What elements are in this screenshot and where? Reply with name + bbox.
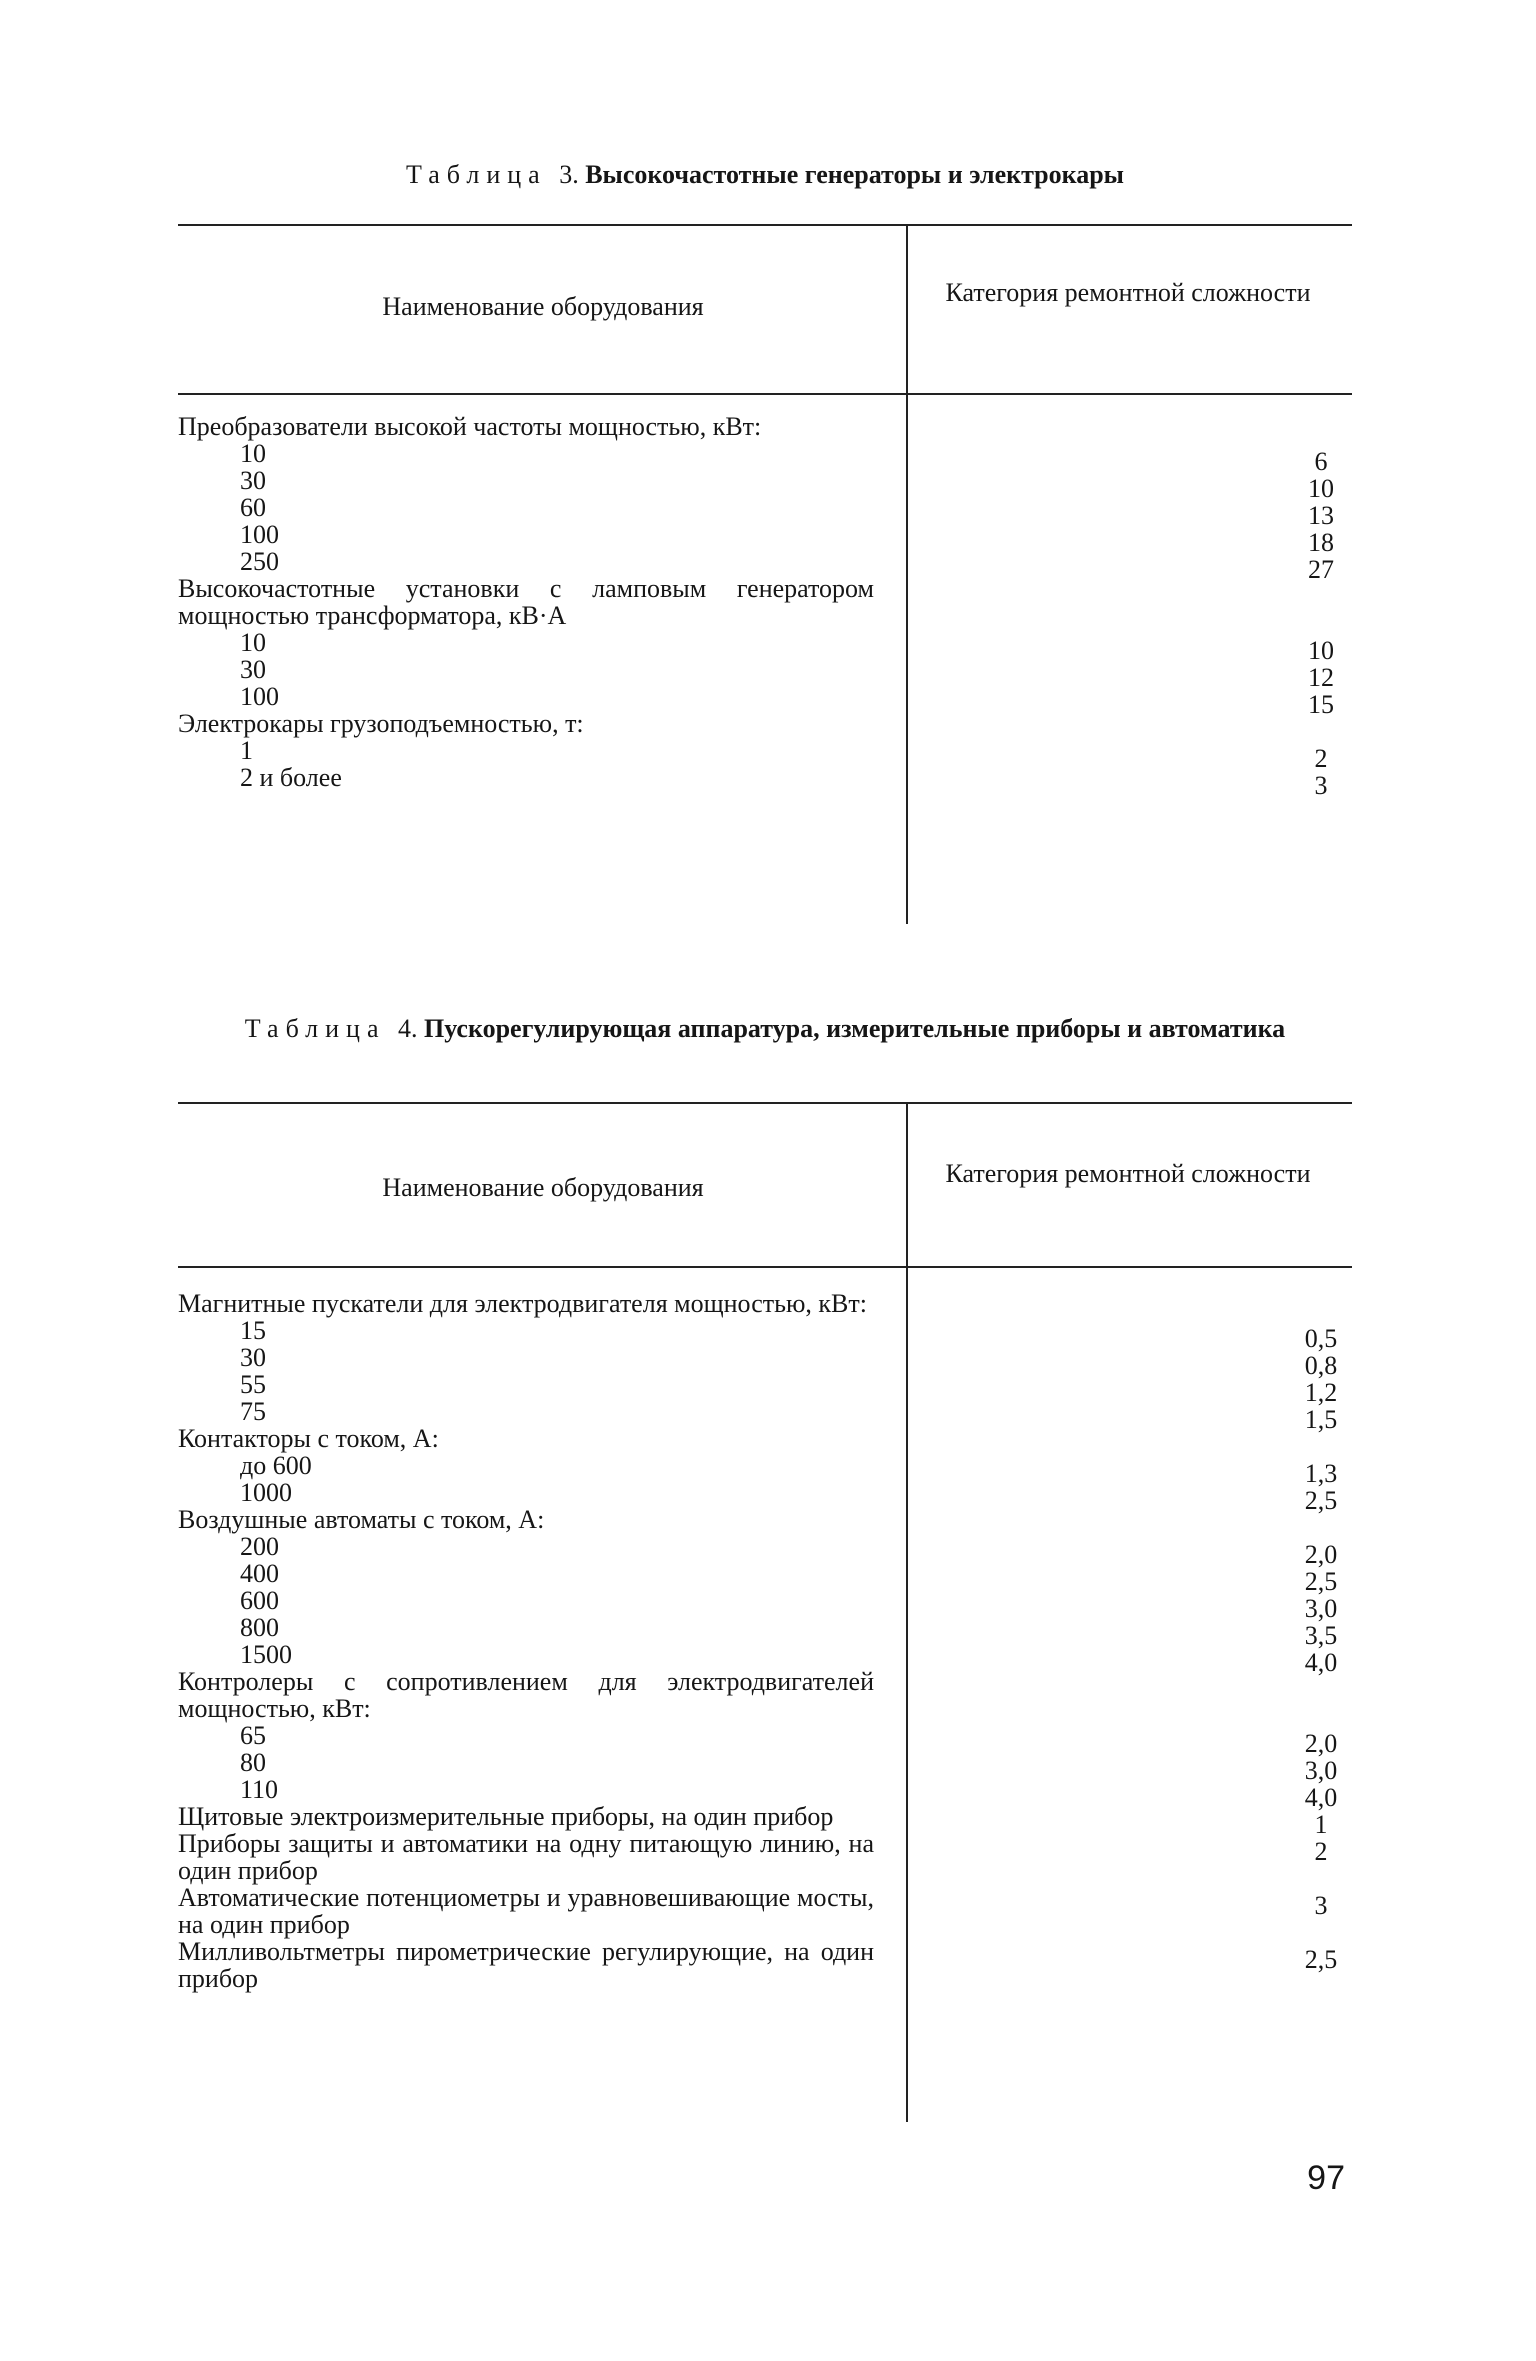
table3-number: 3. [559,160,579,189]
table3-row [178,413,874,440]
table3-body [178,412,1334,800]
table4-title: Пускорегулирующая аппаратура, измерительные приборы и автоматика [424,1014,1286,1043]
table4-row-name: 75 [240,1397,266,1426]
table4-top-rule [178,1102,1352,1104]
table4-row-name: Магнитные пускатели для электродвигателя мощностью, кВт: [178,1289,867,1318]
table3-row [178,520,1334,557]
table4-row-name: Воздушные автоматы с током, А: [178,1505,545,1534]
table4-row-category: 2,5 [1304,1567,1338,1596]
table4-row-name: 30 [240,1343,266,1372]
table4-row-name: Приборы защиты и автоматики на одну питающую линию, на один прибор [178,1829,874,1885]
table3-row-name: 100 [240,682,279,711]
table4-row [178,1532,1338,1569]
table4-row-category: 2,5 [1304,1945,1338,1974]
table4-row-category: 3,0 [1304,1756,1338,1785]
table4-row-name: 400 [240,1559,279,1588]
table4-row-name: 15 [240,1316,266,1345]
table3-row-name: Высокочастотные установки с ламповым генератором мощностью трансформатора, кВ·А [178,574,874,630]
table4-row-name: Контролеры с сопротивлением для электродвигателей мощностью, кВт: [178,1667,874,1723]
table3-row [178,493,1334,530]
table3-row [178,655,1334,692]
table3-row [178,736,1328,773]
table4-header-category: Категория ремонтной сложности [945,1159,1311,1188]
table4-row-name: 600 [240,1586,279,1615]
table4-row-name: Автоматические потенциометры и уравновешивающие мосты, на один прибор [178,1883,874,1939]
table3-row-category: 12 [1308,663,1334,692]
table3-title: Высокочастотные генераторы и электрокары [585,160,1124,189]
table3-row-name: 30 [240,466,266,495]
table3-row-category: 18 [1308,528,1334,557]
table4-row [178,1316,1338,1353]
table4-row-category: 0,5 [1304,1324,1338,1353]
table3-top-rule [178,224,1352,226]
table3-row-name: 250 [240,547,279,576]
table3-header-name: Наименование оборудования [382,292,704,321]
table4-row [178,1451,1338,1488]
table3-row [178,628,1334,665]
table3-row [178,575,874,629]
table4-row-category: 2,5 [1304,1486,1338,1515]
table4-row [178,1829,1328,1885]
table4-label: Таблица [244,1014,386,1043]
table3-label: Таблица [406,160,547,189]
table4-body [178,1289,1338,1993]
table3-row-name: 60 [240,493,266,522]
table4-header-rule [178,1266,1352,1268]
table3-row-name: 10 [240,439,266,468]
table4-row-name: 1500 [240,1640,292,1669]
table3-row-name: 10 [240,628,266,657]
table4-row [178,1937,1338,1993]
table4-row-name: 1000 [240,1478,292,1507]
table4-row-name: до 600 [240,1451,312,1480]
table3-row [178,682,1334,719]
table4-row [178,1775,1338,1812]
table4-row-category: 1 [1314,1810,1328,1839]
table4-row [178,1559,1338,1596]
table4-row-name: 800 [240,1613,279,1642]
table3-row-name: Преобразователи высокой частоты мощностью, кВт: [178,412,762,441]
table3-row-name: 30 [240,655,266,684]
table4-row [178,1721,1338,1758]
table4-row [178,1506,874,1533]
table3-row-name: Электрокары грузоподъемностью, т: [178,709,584,738]
table4-row-name: 55 [240,1370,266,1399]
table4-row [178,1425,874,1452]
table3-header-category: Категория ремонтной сложности [945,278,1311,307]
table3-column-divider [906,224,908,924]
table3-row [178,439,1328,476]
table3-row-category: 10 [1308,474,1334,503]
table4-row [178,1478,1338,1515]
table3-row-name: 1 [240,736,253,765]
table4-row [178,1397,1338,1434]
table4-row-category: 2,0 [1304,1540,1338,1569]
table3-row [178,547,1334,584]
table4-row [178,1748,1338,1785]
table4-column-divider [906,1102,908,2122]
table3-row-name: 100 [240,520,279,549]
table4-row [178,1370,1338,1407]
table3-caption [180,160,1350,189]
table4-row-category: 4,0 [1304,1648,1338,1677]
table3-row-name: 2 и более [240,763,342,792]
page-number: 97 [1307,2159,1345,2197]
table4-row-name: 80 [240,1748,266,1777]
table3-row [178,763,1328,800]
table4-row-name: Милливольтметры пирометрические регулирующие, на один прибор [178,1937,874,1993]
table3-row-category: 6 [1314,447,1328,476]
table4-row-name: 65 [240,1721,266,1750]
table4-row-name: Щитовые электроизмерительные приборы, на один прибор [178,1802,834,1831]
table4-row-category: 0,8 [1304,1351,1338,1380]
table4-row-category: 2 [1314,1837,1328,1866]
table3-row-category: 27 [1308,555,1334,584]
table3-row-category: 2 [1314,744,1328,773]
table4-row [178,1668,874,1722]
table4-caption [180,1014,1350,1043]
table4-row [178,1802,1328,1839]
table3-row-category: 13 [1308,501,1334,530]
table4-row [178,1613,1338,1650]
table3-row [178,466,1334,503]
table4-row-category: 1,3 [1304,1459,1338,1488]
table4-row-category: 3,0 [1304,1594,1338,1623]
table3-row-category: 3 [1314,771,1328,800]
table4-row-name: 200 [240,1532,279,1561]
table3-header-rule [178,393,1352,395]
table4-row [178,1290,874,1317]
table4-row-category: 1,5 [1304,1405,1338,1434]
table4-row [178,1640,1338,1677]
table4-row-name: Контакторы с током, А: [178,1424,439,1453]
table4-row-category: 4,0 [1304,1783,1338,1812]
table4-row [178,1883,1328,1939]
table4-header-name: Наименование оборудования [382,1173,704,1202]
table4-row-name: 110 [240,1775,279,1804]
table3-row-category: 10 [1308,636,1334,665]
table4-row-category: 3,5 [1304,1621,1338,1650]
table4-row-category: 1,2 [1304,1378,1338,1407]
table3-row-category: 15 [1308,690,1334,719]
table4-row-category: 2,0 [1304,1729,1338,1758]
table3-row [178,710,874,737]
table4-number: 4. [398,1014,418,1043]
table4-row-category: 3 [1314,1891,1328,1920]
table4-row [178,1343,1338,1380]
table4-row [178,1586,1338,1623]
